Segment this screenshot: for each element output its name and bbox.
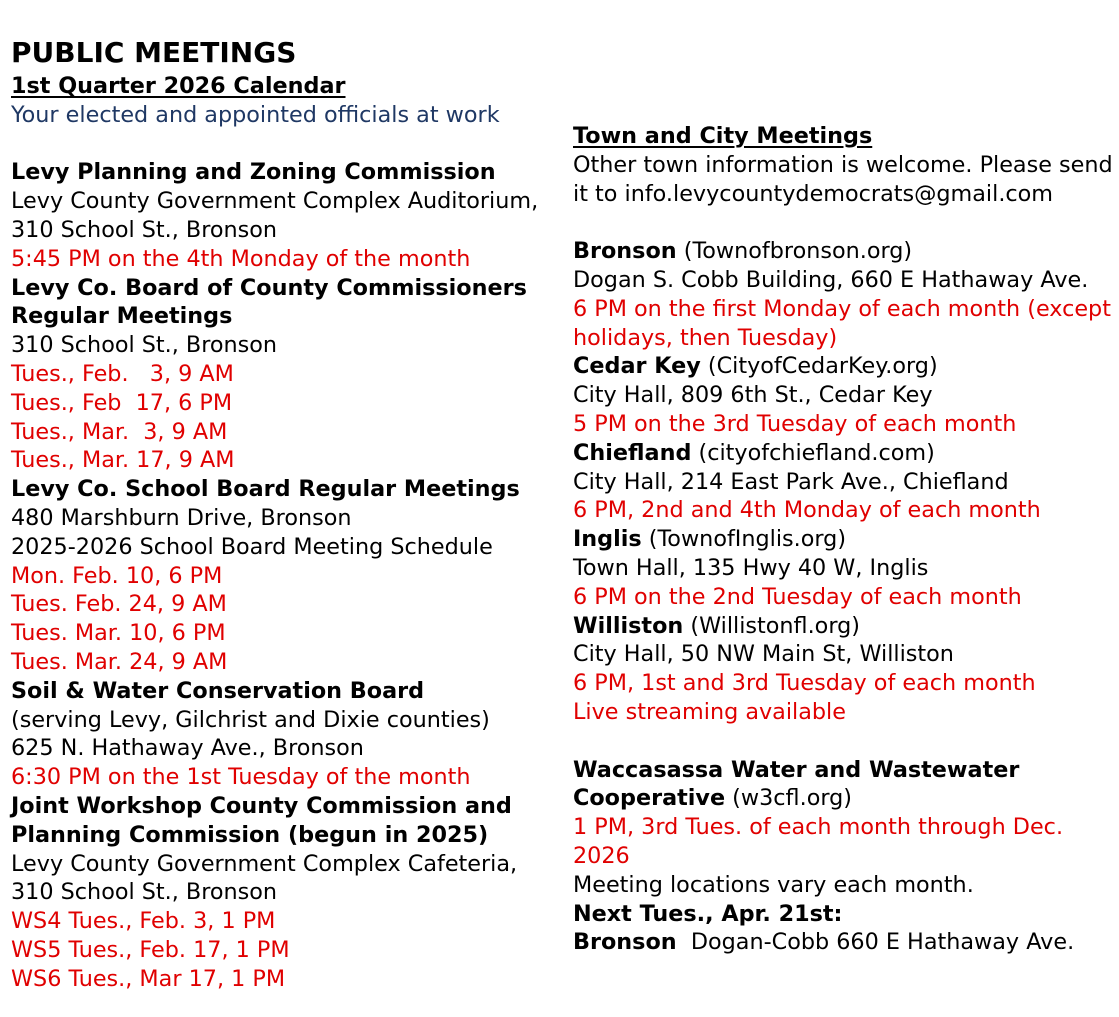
right-column [573, 122, 1118, 957]
swcb-name: Soil & Water Conservation Board [11, 677, 425, 704]
page-title: PUBLIC MEETINGS [11, 36, 297, 69]
williston-header [573, 612, 1118, 641]
waccasassa-next-location: Dogan-Cobb 660 E Hathaway Ave. [676, 929, 1075, 956]
swcb-time: 6:30 PM on the 1st Tuesday of the month [11, 764, 471, 791]
chiefland-location: City Hall, 214 East Park Ave., Chiefland [573, 468, 1009, 495]
spacer [573, 727, 1118, 756]
bocc-name-1: Levy Co. Board of County Commissioners [11, 274, 527, 301]
pz-location-2: 310 School St., Bronson [11, 216, 278, 243]
bronson-location: Dogan S. Cobb Building, 660 E Hathaway Ave. [573, 266, 1089, 293]
bocc-location: 310 School St., Bronson [11, 332, 278, 359]
school-schedule: 2025-2026 School Board Meeting Schedule [11, 533, 493, 560]
left-column [11, 36, 556, 994]
waccasassa-next-name: Bronson [573, 929, 677, 956]
chiefland-site: (cityofchiefland.com) [691, 439, 935, 466]
inglis-header [573, 525, 1118, 554]
cedarkey-section [573, 352, 1118, 438]
williston-site: (Willistonfl.org) [683, 612, 860, 639]
waccasassa-site: (w3cfl.org) [725, 785, 852, 812]
school-date: Tues. Mar. 10, 6 PM [11, 620, 226, 647]
chiefland-name: Chiefland [573, 439, 692, 466]
pz-location-1: Levy County Government Complex Auditorium, [11, 188, 539, 215]
chiefland-header [573, 439, 1118, 468]
joint-location-2: 310 School St., Bronson [11, 879, 278, 906]
chiefland-time: 6 PM, 2nd and 4th Monday of each month [573, 497, 1041, 524]
page-tagline: Your elected and appointed officials at work [11, 101, 500, 128]
joint-date: WS5 Tues., Feb. 17, 1 PM [11, 936, 290, 963]
school-name: Levy Co. School Board Regular Meetings [11, 476, 520, 503]
school-date: Tues. Mar. 24, 9 AM [11, 648, 228, 675]
pz-name: Levy Planning and Zoning Commission [11, 159, 496, 186]
williston-name: Williston [573, 612, 684, 639]
chiefland-section [573, 439, 1118, 525]
spacer [573, 208, 1118, 237]
school-date: Mon. Feb. 10, 6 PM [11, 562, 223, 589]
bronson-time-2: holidays, then Tuesday) [573, 324, 838, 351]
inglis-section [573, 525, 1118, 611]
cedarkey-name: Cedar Key [573, 353, 701, 380]
bocc-date: Tues., Feb 17, 6 PM [11, 389, 233, 416]
inglis-location: Town Hall, 135 Hwy 40 W, Inglis [573, 554, 929, 581]
pz-time: 5:45 PM on the 4th Monday of the month [11, 245, 471, 272]
cedarkey-site: (CityofCedarKey.org) [700, 353, 938, 380]
joint-location-1: Levy County Government Complex Cafeteria, [11, 850, 518, 877]
cedarkey-time: 5 PM on the 3rd Tuesday of each month [573, 410, 1017, 437]
cedarkey-location: City Hall, 809 6th St., Cedar Key [573, 382, 933, 409]
bronson-section [573, 237, 1118, 352]
joint-date: WS6 Tues., Mar 17, 1 PM [11, 965, 286, 992]
joint-name-2: Planning Commission (begun in 2025) [11, 821, 489, 848]
bocc-date: Tues., Mar. 17, 9 AM [11, 447, 235, 474]
school-location: 480 Marshburn Drive, Bronson [11, 504, 352, 531]
joint-section [11, 792, 556, 994]
bocc-date: Tues., Mar. 3, 9 AM [11, 418, 228, 445]
joint-date: WS4 Tues., Feb. 3, 1 PM [11, 908, 276, 935]
waccasassa-section [573, 756, 1118, 958]
school-date: Tues. Feb. 24, 9 AM [11, 591, 227, 618]
inglis-time: 6 PM on the 2nd Tuesday of each month [573, 583, 1022, 610]
williston-time: 6 PM, 1st and 3rd Tuesday of each month [573, 670, 1036, 697]
swcb-serving: (serving Levy, Gilchrist and Dixie counties) [11, 706, 490, 733]
school-section [11, 475, 556, 677]
williston-stream: Live streaming available [573, 698, 846, 725]
cedarkey-header [573, 352, 1118, 381]
inglis-site: (TownofInglis.org) [641, 526, 847, 553]
williston-section [573, 612, 1118, 727]
williston-location: City Hall, 50 NW Main St, Williston [573, 641, 954, 668]
bronson-name: Bronson [573, 238, 677, 265]
inglis-name: Inglis [573, 526, 642, 553]
spacer [11, 130, 556, 159]
bocc-date: Tues., Feb. 3, 9 AM [11, 360, 234, 387]
swcb-section [11, 677, 556, 792]
waccasassa-note: Meeting locations vary each month. [573, 871, 974, 898]
bronson-site: (Townofbronson.org) [676, 238, 913, 265]
waccasassa-name-2: Cooperative [573, 785, 726, 812]
waccasassa-time-1: 1 PM, 3rd Tues. of each month through Dec. [573, 814, 1064, 841]
waccasassa-header [573, 784, 1118, 813]
swcb-location: 625 N. Hathaway Ave., Bronson [11, 735, 364, 762]
intro-line-2: it to info.levycountydemocrats@gmail.com [573, 180, 1054, 207]
town-city-heading: Town and City Meetings [573, 123, 873, 149]
bocc-name-2: Regular Meetings [11, 303, 233, 330]
waccasassa-time-2: 2026 [573, 842, 630, 869]
page-subtitle: 1st Quarter 2026 Calendar [11, 73, 346, 99]
intro-line-1: Other town information is welcome. Please send [573, 151, 1113, 178]
waccasassa-next-location-line [573, 928, 1118, 957]
bocc-section [11, 274, 556, 476]
joint-name-1: Joint Workshop County Commission and [11, 792, 512, 819]
bronson-header [573, 237, 1118, 266]
waccasassa-name-1: Waccasassa Water and Wastewater [573, 756, 1020, 783]
bronson-time-1: 6 PM on the first Monday of each month (except [573, 295, 1111, 322]
waccasassa-next: Next Tues., Apr. 21st: [573, 900, 843, 927]
pz-section [11, 158, 556, 273]
